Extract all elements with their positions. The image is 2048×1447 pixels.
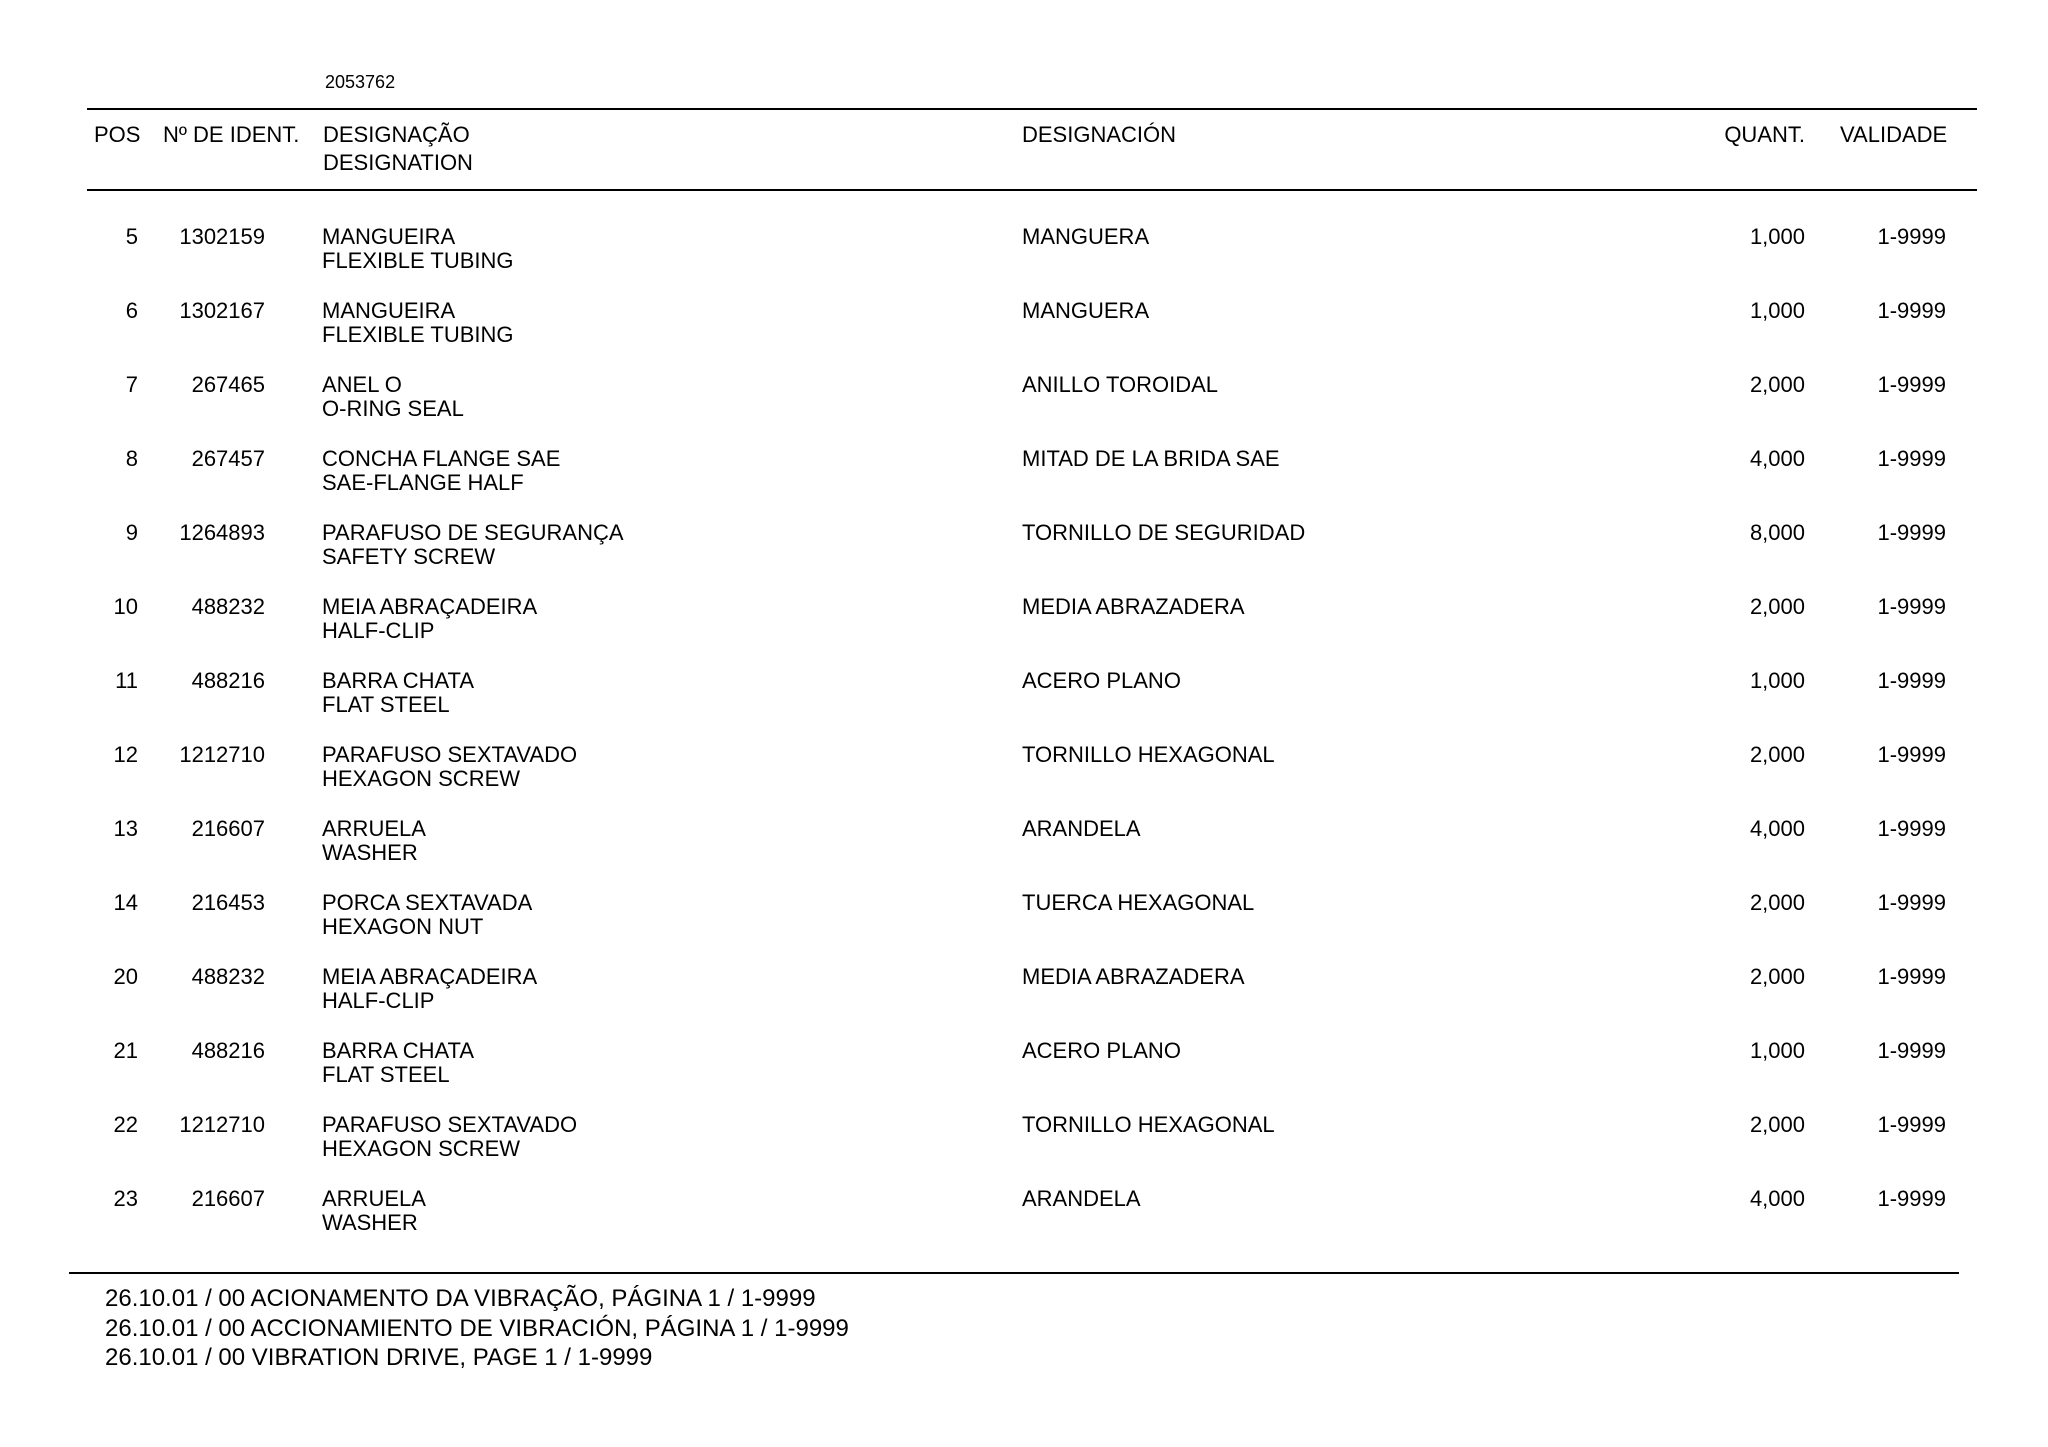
designation-pt: BARRA CHATA (322, 668, 474, 693)
pos-cell: 14 (113, 890, 138, 915)
table-row (0, 521, 2048, 595)
designation-en: HEXAGON SCREW (322, 766, 521, 791)
designacion-es-cell: TORNILLO DE SEGURIDAD (1022, 520, 1306, 545)
ident-number-cell: 488216 (191, 1038, 265, 1063)
table-row (0, 1113, 2048, 1187)
validity-cell: 1-9999 (1877, 890, 1946, 915)
designation-pt: ARRUELA (322, 816, 426, 841)
document-number: 2053762 (325, 72, 396, 92)
designation-pt: MEIA ABRAÇADEIRA (322, 594, 538, 619)
designation-en: FLEXIBLE TUBING (322, 248, 514, 273)
pos-cell: 12 (113, 742, 138, 767)
designation-cell (322, 595, 537, 643)
designacion-es-cell: MANGUERA (1022, 298, 1150, 323)
ident-number-cell: 267465 (191, 372, 265, 397)
footer-line-en: 26.10.01 / 00 VIBRATION DRIVE, PAGE 1 / 1-9999 (105, 1344, 653, 1371)
table-row (0, 965, 2048, 1039)
header-bottom-rule (87, 189, 1977, 191)
pos-cell: 9 (125, 520, 138, 545)
quantity-cell: 1,000 (1749, 298, 1805, 323)
pos-cell: 23 (113, 1186, 138, 1211)
quantity-cell: 2,000 (1749, 890, 1805, 915)
designation-cell (322, 373, 464, 421)
header-designacion-es: DESIGNACIÓN (1022, 122, 1177, 147)
quantity-cell: 4,000 (1749, 446, 1805, 471)
table-row (0, 669, 2048, 743)
ident-number-cell: 216453 (191, 890, 265, 915)
table-row (0, 373, 2048, 447)
ident-number-cell: 216607 (191, 816, 265, 841)
validity-cell: 1-9999 (1877, 224, 1946, 249)
table-row (0, 595, 2048, 669)
validity-cell: 1-9999 (1877, 1038, 1946, 1063)
designation-en: HALF-CLIP (322, 988, 435, 1013)
pos-cell: 10 (113, 594, 138, 619)
validity-cell: 1-9999 (1877, 1186, 1946, 1211)
pos-cell: 7 (125, 372, 138, 397)
designacion-es-cell: MITAD DE LA BRIDA SAE (1022, 446, 1280, 471)
pos-cell: 8 (125, 446, 138, 471)
designation-cell (322, 669, 474, 717)
ident-number-cell: 1264893 (179, 520, 265, 545)
designation-cell (322, 743, 577, 791)
designacion-es-cell: MANGUERA (1022, 224, 1150, 249)
designacion-es-cell: MEDIA ABRAZADERA (1022, 964, 1245, 989)
quantity-cell: 1,000 (1749, 1038, 1805, 1063)
designation-en: WASHER (322, 840, 418, 865)
designation-pt: CONCHA FLANGE SAE (322, 446, 561, 471)
designation-pt: ANEL O (322, 372, 402, 397)
designacion-es-cell: ACERO PLANO (1022, 1038, 1181, 1063)
page-footer (105, 1284, 849, 1373)
ident-number-cell: 1212710 (179, 1112, 265, 1137)
quantity-cell: 1,000 (1749, 224, 1805, 249)
designation-cell (322, 817, 426, 865)
designation-cell (322, 891, 532, 939)
designation-en: FLEXIBLE TUBING (322, 322, 514, 347)
quantity-cell: 8,000 (1749, 520, 1805, 545)
footer-line-pt: 26.10.01 / 00 ACIONAMENTO DA VIBRAÇÃO, PÁGINA 1 / 1-9999 (105, 1285, 816, 1312)
table-row (0, 447, 2048, 521)
designation-en: HEXAGON NUT (322, 914, 484, 939)
validity-cell: 1-9999 (1877, 816, 1946, 841)
designacion-es-cell: ARANDELA (1022, 1186, 1141, 1211)
quantity-cell: 2,000 (1749, 742, 1805, 767)
ident-number-cell: 488216 (191, 668, 265, 693)
designation-pt: MEIA ABRAÇADEIRA (322, 964, 538, 989)
header-top-rule (87, 108, 1977, 110)
pos-cell: 5 (125, 224, 138, 249)
quantity-cell: 1,000 (1749, 668, 1805, 693)
ident-number-cell: 267457 (191, 446, 265, 471)
header-pos: POS (94, 122, 141, 147)
designacion-es-cell: ARANDELA (1022, 816, 1141, 841)
designation-pt: PARAFUSO SEXTAVADO (322, 1112, 578, 1137)
ident-number-cell: 1302159 (179, 224, 265, 249)
table-row (0, 299, 2048, 373)
footer-rule (69, 1272, 1959, 1274)
pos-cell: 21 (113, 1038, 138, 1063)
table-row (0, 1187, 2048, 1261)
footer-line-es: 26.10.01 / 00 ACCIONAMIENTO DE VIBRACIÓN, PÁGINA 1 / 1-9999 (105, 1314, 849, 1342)
table-row (0, 1039, 2048, 1113)
designation-cell (322, 1113, 577, 1161)
quantity-cell: 2,000 (1749, 594, 1805, 619)
ident-number-cell: 1212710 (179, 742, 265, 767)
designation-pt: PORCA SEXTAVADA (322, 890, 533, 915)
quantity-cell: 2,000 (1749, 964, 1805, 989)
pos-cell: 20 (113, 964, 138, 989)
validity-cell: 1-9999 (1877, 298, 1946, 323)
pos-cell: 11 (115, 668, 138, 693)
designation-en: FLAT STEEL (322, 692, 450, 717)
table-row (0, 743, 2048, 817)
table-row (0, 225, 2048, 299)
designation-cell (322, 1039, 474, 1087)
ident-number-cell: 488232 (191, 964, 265, 989)
pos-cell: 13 (113, 816, 138, 841)
designation-pt: BARRA CHATA (322, 1038, 474, 1063)
ident-number-cell: 216607 (191, 1186, 265, 1211)
ident-number-cell: 488232 (191, 594, 265, 619)
header-validity: VALIDADE (1840, 122, 1948, 147)
designation-en: O-RING SEAL (322, 396, 464, 421)
designation-en: HEXAGON SCREW (322, 1136, 521, 1161)
ident-number-cell: 1302167 (179, 298, 265, 323)
designation-en: SAFETY SCREW (322, 544, 496, 569)
validity-cell: 1-9999 (1877, 520, 1946, 545)
header-ident: Nº DE IDENT. (163, 122, 300, 147)
designation-cell (322, 965, 537, 1013)
validity-cell: 1-9999 (1877, 446, 1946, 471)
pos-cell: 6 (125, 298, 138, 323)
quantity-cell: 2,000 (1749, 1112, 1805, 1137)
header-designation (323, 121, 473, 177)
quantity-cell: 4,000 (1749, 1186, 1805, 1211)
designation-pt: PARAFUSO SEXTAVADO (322, 742, 578, 767)
validity-cell: 1-9999 (1877, 964, 1946, 989)
header-quantity: QUANT. (1724, 122, 1805, 147)
designation-cell (322, 1187, 426, 1235)
designation-en: HALF-CLIP (322, 618, 435, 643)
designacion-es-cell: TUERCA HEXAGONAL (1022, 890, 1255, 915)
validity-cell: 1-9999 (1877, 372, 1946, 397)
pos-cell: 22 (113, 1112, 138, 1137)
designacion-es-cell: ANILLO TOROIDAL (1022, 372, 1219, 397)
designation-cell (322, 521, 624, 569)
table-row (0, 891, 2048, 965)
table-row (0, 817, 2048, 891)
validity-cell: 1-9999 (1877, 742, 1946, 767)
designation-cell (322, 447, 560, 495)
quantity-cell: 4,000 (1749, 816, 1805, 841)
designation-pt: MANGUEIRA (322, 224, 456, 249)
designation-pt: ARRUELA (322, 1186, 426, 1211)
quantity-cell: 2,000 (1749, 372, 1805, 397)
designacion-es-cell: ACERO PLANO (1022, 668, 1181, 693)
validity-cell: 1-9999 (1877, 594, 1946, 619)
validity-cell: 1-9999 (1877, 1112, 1946, 1137)
validity-cell: 1-9999 (1877, 668, 1946, 693)
header-designacao-pt: DESIGNAÇÃO (323, 122, 470, 147)
designation-cell (322, 299, 514, 347)
designacion-es-cell: TORNILLO HEXAGONAL (1022, 742, 1275, 767)
designation-pt: MANGUEIRA (322, 298, 456, 323)
designation-en: WASHER (322, 1210, 418, 1235)
designation-en: SAE-FLANGE HALF (322, 470, 524, 495)
header-designation-en: DESIGNATION (323, 150, 473, 175)
designation-pt: PARAFUSO DE SEGURANÇA (322, 520, 624, 545)
designation-en: FLAT STEEL (322, 1062, 450, 1087)
designation-cell (322, 225, 514, 273)
designacion-es-cell: TORNILLO HEXAGONAL (1022, 1112, 1275, 1137)
designacion-es-cell: MEDIA ABRAZADERA (1022, 594, 1245, 619)
